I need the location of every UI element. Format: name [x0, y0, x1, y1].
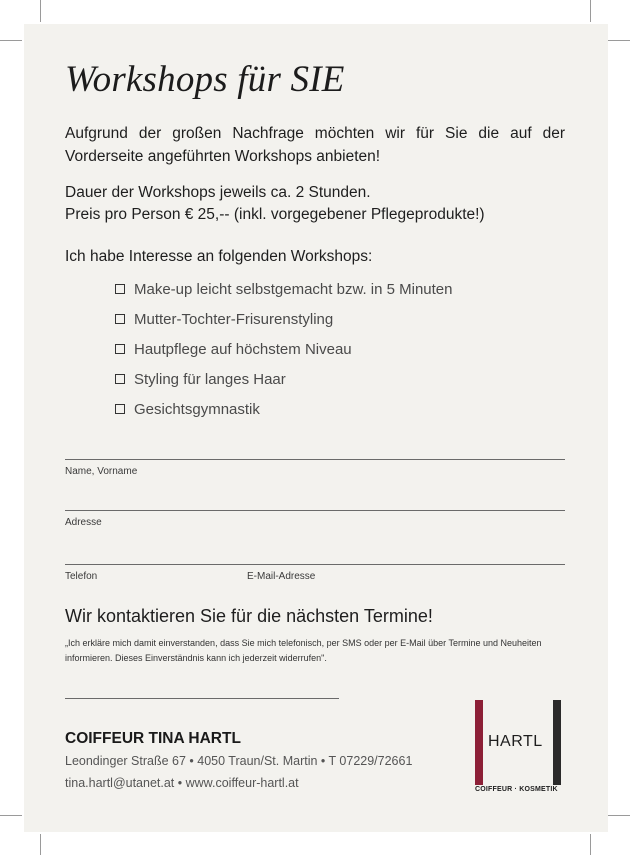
workshop-label: Mutter-Tochter-Frisurenstyling: [134, 310, 334, 328]
company-contact: tina.hartl@utanet.at • www.coiffeur-hartl.at: [65, 776, 299, 790]
page-title: Workshops für SIE: [65, 59, 345, 100]
crop-mark: [590, 0, 591, 22]
crop-mark: [608, 40, 630, 41]
checkbox-icon[interactable]: [115, 344, 125, 354]
name-field[interactable]: [65, 459, 565, 460]
phone-label: Telefon: [65, 571, 98, 582]
crop-mark: [590, 834, 591, 855]
crop-mark: [40, 0, 41, 22]
signature-field[interactable]: [65, 698, 339, 699]
workshop-label: Gesichtsgymnastik: [134, 400, 260, 418]
workshop-option[interactable]: [115, 394, 453, 424]
workshop-card: [24, 24, 608, 832]
crop-mark: [608, 815, 630, 816]
workshop-option[interactable]: [115, 334, 453, 364]
phone-email-field[interactable]: [65, 564, 565, 565]
duration-text: Dauer der Workshops jeweils ca. 2 Stunden.: [65, 184, 371, 201]
checkbox-icon[interactable]: [115, 404, 125, 414]
workshop-label: Hautpflege auf höchstem Niveau: [134, 340, 352, 358]
workshop-label: Make-up leicht selbstgemacht bzw. in 5 Minuten: [134, 280, 453, 298]
company-name: COIFFEUR TINA HARTL: [65, 730, 241, 747]
workshop-option[interactable]: [115, 364, 453, 394]
intro-text: Aufgrund der großen Nachfrage möchten wir für Sie die auf der Vorderseite angeführten Workshops anbieten!: [65, 125, 565, 165]
workshop-details: [65, 182, 485, 226]
name-label: Name, Vorname: [65, 466, 138, 477]
logo-dark-bar: [553, 700, 561, 785]
interest-heading: Ich habe Interesse an folgenden Workshops:: [65, 248, 373, 265]
workshop-option[interactable]: [115, 304, 453, 334]
address-field[interactable]: [65, 510, 565, 511]
company-address: Leondinger Straße 67 • 4050 Traun/St. Martin • T 07229/72661: [65, 754, 413, 768]
contact-heading: Wir kontaktieren Sie für die nächsten Termine!: [65, 606, 433, 626]
workshop-label: Styling für langes Haar: [134, 370, 286, 388]
logo-wordmark: HARTL: [488, 733, 543, 750]
crop-mark: [0, 815, 22, 816]
price-text: Preis pro Person € 25,-- (inkl. vorgegebener Pflegeprodukte!): [65, 206, 485, 223]
crop-mark: [40, 834, 41, 855]
logo-red-bar: [475, 700, 483, 785]
address-label: Adresse: [65, 517, 102, 528]
logo-tagline: COIFFEUR · KOSMETIK: [475, 786, 558, 793]
workshop-options: [115, 274, 453, 424]
email-label: E-Mail-Adresse: [247, 571, 316, 582]
crop-mark: [0, 40, 22, 41]
checkbox-icon[interactable]: [115, 374, 125, 384]
checkbox-icon[interactable]: [115, 284, 125, 294]
checkbox-icon[interactable]: [115, 314, 125, 324]
hartl-logo: [475, 700, 575, 798]
workshop-option[interactable]: [115, 274, 453, 304]
consent-text: „Ich erkläre mich damit einverstanden, dass Sie mich telefonisch, per SMS oder per E-Mail über Termine und Neuheiten informieren. Dieses Einverständnis kann ich jederzeit widerrufen".: [65, 638, 542, 663]
